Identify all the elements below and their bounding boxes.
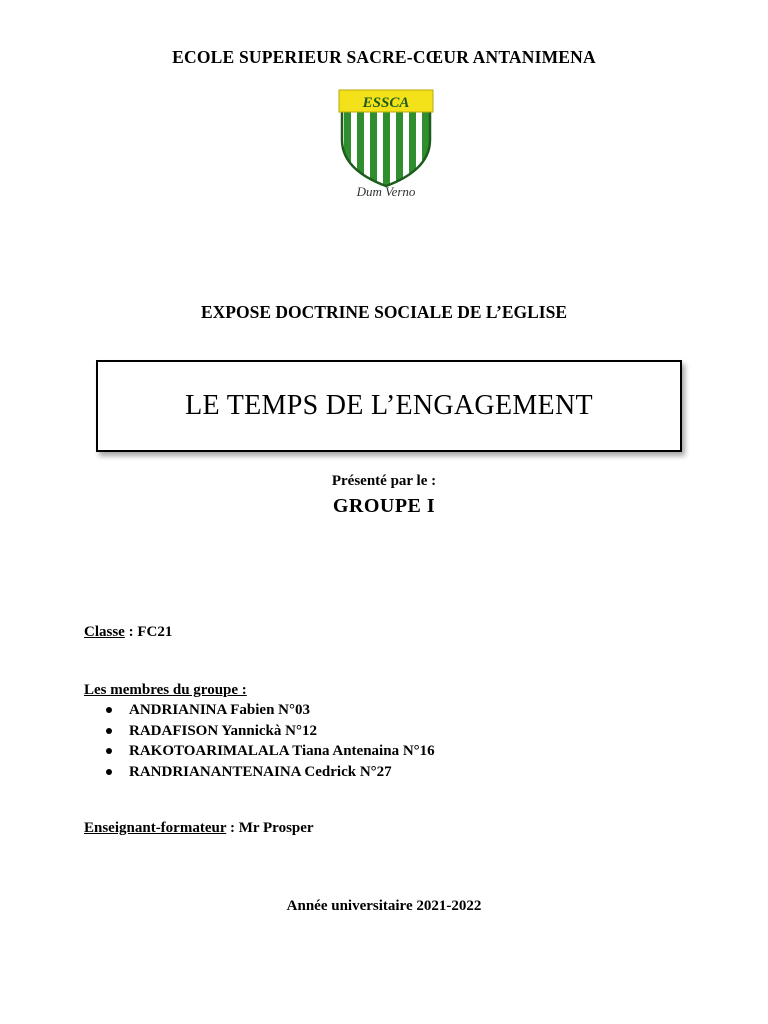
teacher-name: Mr Prosper	[238, 820, 314, 836]
teacher-line	[84, 820, 314, 837]
classe-value: FC21	[137, 624, 173, 640]
presented-by-label: Présenté par le :	[331, 473, 437, 489]
school-motto: Dum Verno	[356, 184, 416, 199]
document-title: LE TEMPS DE L’ENGAGEMENT	[185, 390, 593, 421]
list-item	[106, 721, 435, 742]
shield-icon	[334, 88, 438, 188]
members-label: Les membres du groupe :	[84, 682, 247, 698]
members-list	[106, 700, 435, 782]
classe-label: Classe	[84, 624, 125, 640]
teacher-separator: :	[226, 820, 239, 836]
academic-year: Année universitaire 2021-2022	[286, 898, 482, 914]
member-name: ANDRIANINA Fabien N°03	[129, 702, 311, 718]
classe-separator: :	[124, 624, 138, 640]
list-item	[106, 762, 435, 783]
expose-subject: EXPOSE DOCTRINE SOCIALE DE L’EGLISE	[201, 302, 567, 322]
members-label-line	[84, 682, 247, 699]
bullet-icon	[106, 707, 112, 713]
member-name: RANDRIANANTENAINA Cedrick N°27	[129, 763, 392, 780]
member-name: RAKOTOARIMALALA Tiana Antenaina N°16	[129, 743, 435, 759]
classe-line	[84, 624, 172, 641]
teacher-label: Enseignant-formateur	[84, 820, 227, 836]
title-box	[96, 360, 682, 452]
bullet-icon	[106, 748, 112, 754]
member-name: RADAFISON Yannickà N°12	[129, 722, 317, 739]
bullet-icon	[106, 728, 112, 734]
svg-text:ESSCA: ESSCA	[362, 95, 410, 111]
list-item	[106, 700, 435, 721]
list-item	[106, 741, 435, 762]
school-name: ECOLE SUPERIEUR SACRE-CŒUR ANTANIMENA	[172, 47, 596, 67]
bullet-icon	[106, 769, 112, 775]
group-name: GROUPE I	[332, 495, 436, 517]
